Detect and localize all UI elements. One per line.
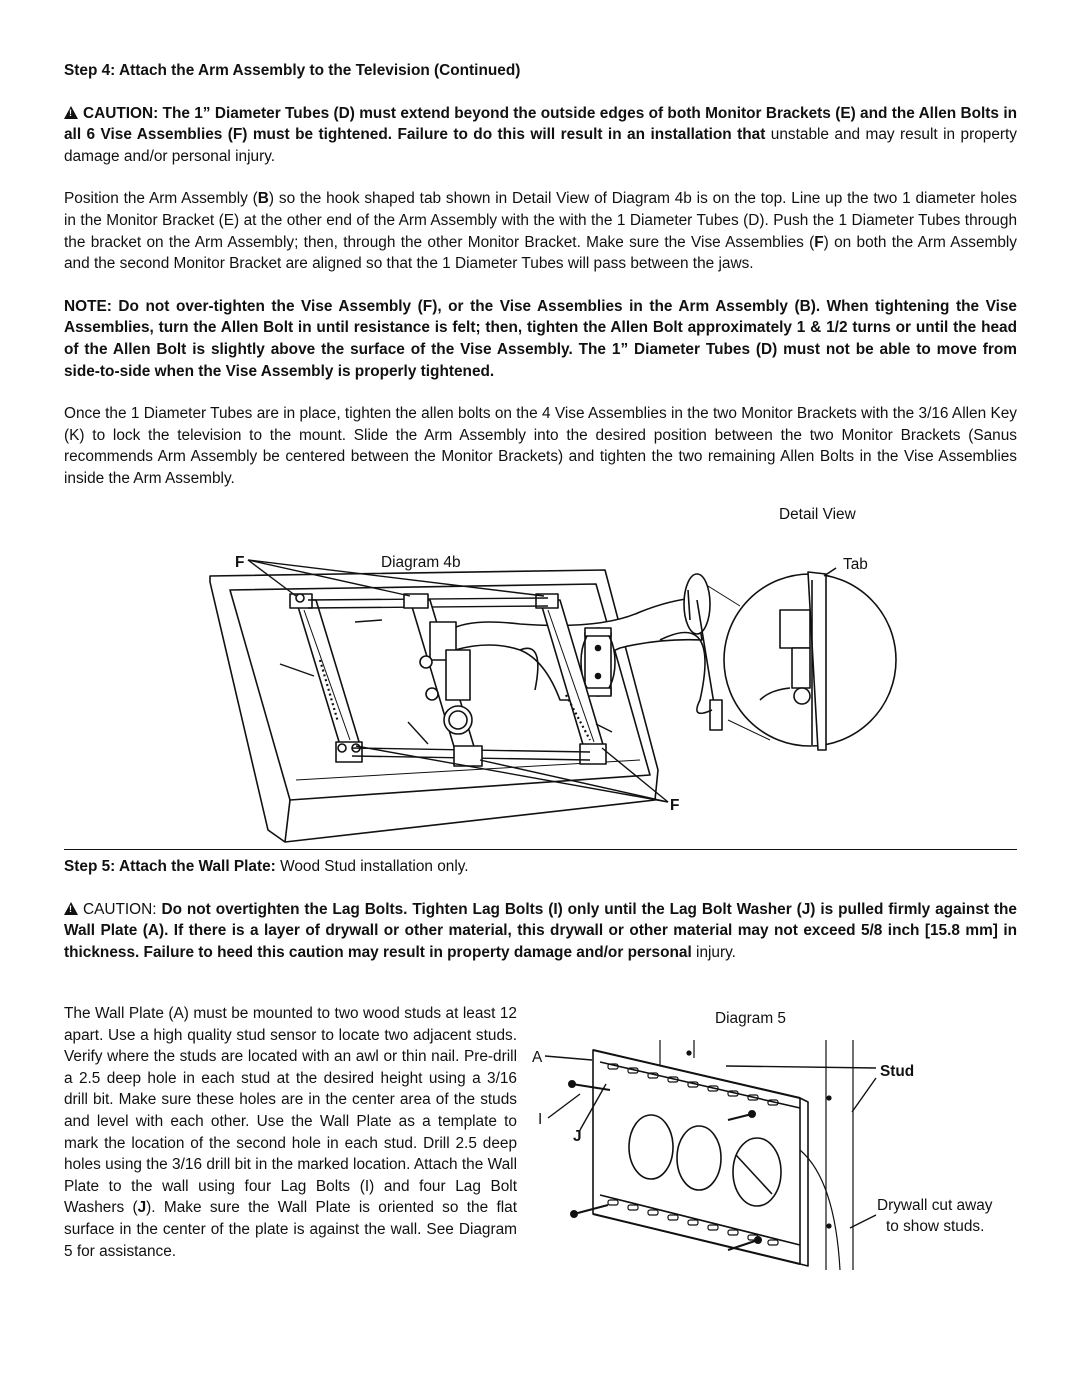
para1-text-c: ) so the hook shaped tab shown in Detail View of Diagram 4b is on the top. Line up the two 1 diameter holes in the Monitor Bracket (E) at the other end of the Arm Assembly with the with the 1 Diameter Tubes (D). Push the 1 Diameter Tubes through the bracket on the Arm Assembly; then, through the other Monitor Bracket. Make sure the Vise Assemblies ( [64,190,1017,251]
step4-note: NOTE: Do not over-tighten the Vise Assembly (F), or the Vise Assemblies in the Arm Assembly (B). When tightening the Vise Assemblies, turn the Allen Bolt in until resistance is felt; then, tighten the Allen Bolt approximately 1 & 1/2 turns or until the head of the Allen Bolt is slightly above the surface of the Vise Assembly. The 1” Diameter Tubes (D) must not be able to move from side-to-side when the Vise Assembly is properly tightened. [64,297,1017,380]
wall-plate [593,1050,840,1270]
step5-title-bold: Step 5: Attach the Wall Plate: [64,858,276,875]
label-stud: Stud [880,1063,915,1080]
step5-caution-rest: injury. [696,943,736,961]
step4-para2: Once the 1 Diameter Tubes are in place, tighten the allen bolts on the 4 Vise Assemblies in the two Monitor Brackets with the 3/16 Allen Key (K) to lock the television to the mount. Slide the Arm Assembly into the desired position between the two Monitor Brackets (Sanus recommends Arm Assembly be centered between the Monitor Brackets) and tighten the two remaining Allen Bolts in the Vise Assemblies inside the Arm Assembly. [64,405,1017,487]
label-tab: Tab [843,556,868,573]
label-f-top: F [235,554,245,571]
diagram-5-title: Diagram 5 [715,1010,786,1027]
step5-caution-bold: Do not overtighten the Lag Bolts. Tighten Lag Bolts (I) only until the Lag Bolt Washer (J) is pulled firmly against the Wall Plate (A). If there is a layer of drywall or other material, this drywall or other material may not exceed 5/8 inch [15.8 mm] in thickness. Failure to heed this caution may result in property damage and/or personal [64,900,1017,961]
step5-para-a: The Wall Plate (A) must be mounted to two wood studs at least 12 apart. Use a high quality stud sensor to locate two adjacent studs. Verify where the studs are located with an awl or thin nail. Pre-drill a 2.5 deep hole in each stud at the desired height using a 3/16 drill bit. Make sure these holes are in the center area of the studs and level with each other. Use the Wall Plate as a template to mark the location of the second hole in each stud. Drill 2.5 deep holes using the 3/16 drill bit in the marked location. Attach the Wall Plate to the wall using four Lag Bolts (I) and four Lag Bolt Washers ( [64,1005,517,1217]
step4-caution-rest: unstable and may result in property damage and/or personal injury. [64,126,1018,165]
diagram-4b-title: Diagram 4b [381,554,461,571]
label-i: I [538,1111,543,1128]
step5-caution-plain: CAUTION: [83,900,162,918]
para1-text-d: F [814,233,824,251]
drywall-label-1: Drywall cut away [877,1197,993,1214]
step5-para-c: ). Make sure the Wall Plate is oriented so the flat surface in the center of the plate is against the wall. See Diagram 5 for assistance. [64,1199,517,1260]
step4-title: Step 4: Attach the Arm Assembly to the Television (Continued) [64,62,521,79]
label-a: A [532,1049,543,1066]
step5-para-b: J [137,1199,147,1217]
para1-text-a: Position the Arm Assembly ( [64,190,258,208]
step5-title-rest: Wood Stud installation only. [275,858,469,875]
detail-view-title: Detail View [779,506,856,523]
drywall-label-2: to show studs. [886,1218,985,1235]
step4-caution-bold: CAUTION: The 1” Diameter Tubes (D) must extend beyond the outside edges of both Monitor Brackets (E) and the Allen Bolts in all 6 Vise Assemblies (F) must be tightened. Failure to do this will result in an installation that [64,104,1017,144]
label-f-bottom: F [670,797,680,814]
para1-text-b: B [257,190,269,208]
label-j: J [573,1128,582,1145]
para1-text-e: ) on both the Arm Assembly and the second Monitor Bracket are aligned so that the 1 Diameter Tubes will pass between the jaws. [64,233,1017,273]
